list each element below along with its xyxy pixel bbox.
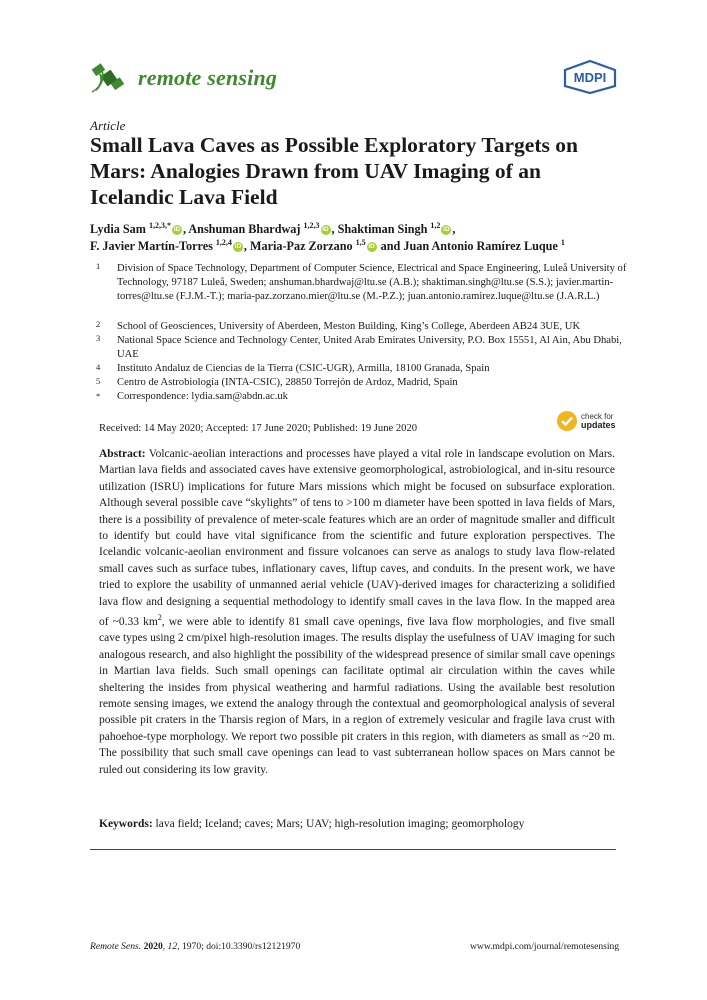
keywords-label: Keywords: [99,818,153,830]
footer-citation: Remote Sens. 2020, 12, 1970; doi:10.3390/rs12121970 [90,941,301,952]
publisher-name: MDPI [573,70,607,85]
author-name: F. Javier Martín-Torres [90,239,213,254]
satellite-icon [90,60,130,96]
author-name: , Shaktiman Singh [331,222,428,237]
affiliation-number: 4 [96,362,101,372]
check-for-updates-badge[interactable]: check for updates [556,410,616,432]
author-name: and Juan Antonio Ramírez Luque [377,239,558,254]
author-name: , Anshuman Bhardwaj [182,222,301,237]
paper-title: Small Lava Caves as Possible Exploratory Targets on Mars: Analogies Drawn from UAV Imaging of an Icelandic Lava Field [90,133,578,209]
orcid-icon[interactable]: iD [322,226,329,234]
check-icon [556,410,578,432]
affiliation-number: * [96,391,101,401]
keywords: Keywords: lava field; Iceland; caves; Mars; UAV; high-resolution imaging; geomorphology [99,818,525,830]
mdpi-logo[interactable] [563,60,617,99]
author-line-2: F. Javier Martín-Torres $^{1,2,4}$ iD , Maria-Paz Zorzano $^{1,5}$ iD and Juan Antonio Ramírez Luque $^1$ [90,238,565,254]
affiliation-number: 3 [96,333,101,343]
affiliation-number: 2 [96,319,101,329]
affiliation-number: 1 [96,261,101,271]
orcid-icon[interactable]: iD [443,226,450,234]
affiliation-number: 5 [96,376,101,386]
author-line-1: Lydia Sam $^{1,2,3,*}$ iD , Anshuman Bhardwaj $^{1,2,3}$ iD , Shaktiman Singh $^{1,2}$ iD , [90,221,456,237]
journal-logo [90,58,277,98]
journal-url[interactable]: www.mdpi.com/journal/remotesensing [470,941,620,952]
author-name: , Maria-Paz Zorzano [243,239,353,254]
affiliation-text: National Space Science and Technology Center, United Arab Emirates University, P.O. Box 15551, Al Ain, Abu Dhabi, UAE [117,335,622,360]
author-name: Lydia Sam [90,222,146,237]
orcid-icon[interactable]: iD [173,226,181,234]
publication-dates: Received: 14 May 2020; Accepted: 17 June 2020; Published: 19 June 2020 [99,423,418,434]
affiliation-text: Centro de Astrobiología (INTA-CSIC), 28850 Torrejón de Ardoz, Madrid, Spain [117,377,458,388]
abstract-label: Abstract: [99,448,146,460]
affiliation-text: Instituto Andaluz de Ciencias de la Tierra (CSIC-UGR), Armilla, 18100 Granada, Spain [117,363,490,374]
affiliation-text: School of Geosciences, University of Aberdeen, Meston Building, King’s College, Aberdeen AB24 3UE, UK [117,321,581,332]
orcid-icon[interactable]: iD [234,243,242,251]
journal-name: remote sensing [138,65,278,90]
affiliation-text: Division of Space Technology, Department of Computer Science, Electrical and Space Engineering, Luleå University of Technology, 97187 Luleå, Sweden; anshuman.bhardwaj@ltu.se (A.B.); shaktiman.singh@ltu.se (S.S.); javier.martin-torres@ltu.se (F.J.M.-T.); maria-paz.zorzano.mier@ltu.se (M.-P.Z.); juan.antonio.ramirez.luque@ltu.se (J.A.R.L.) [117,263,627,302]
orcid-icon[interactable]: iD [368,243,375,251]
divider [90,849,616,850]
abstract: Abstract: Volcanic-aeolian interactions and processes have played a vital role in landscape evolution on Mars. Martian lava fields and associated caves have extensive geomorphological, astrobiological, and in-situ resource utilization (ISRU) implications for future Mars missions which might be focused on subsurface exploration. Although several possible cave “skylights” of tens to >100 m diameter have been spotted in lava fields of Mars, there is a possibility of prevalence of meter-scale features which are an order of magnitude smaller and difficult to identify but could have vital significance from the scientific and future exploration perspectives. The Icelandic volcanic-aeolian environment and fissure volcanoes can serve as analogs to study lava flow-related small caves such as surface tubes, inflationary caves, liftup caves, and conduits. In the present work, we have tried to explore the usability of unmanned aerial vehicle (UAV)-derived images for characterizing a solidified lava flow and designing a sequential methodology to identify small caves in the lava flow. In the mapped area of ~0.33 $km^2$, we were able to identify 81 small cave openings, five lava flow morphologies, and five small cave types using 2 cm/pixel high-resolution images. The results display the usefulness of UAV imaging for such analogous research, and also highlight the possibility of the widespread presence of similar small cave openings in Martian lava fields. Such small openings can facilitate optimal air circulation within the caves while sheltering the insides from physical weathering and harmful radiations. Using the available best resolution remote sensing images, we extend the analogy through the contextual and geomorphological analysis of several possible pit craters in the Tharsis region of Mars, in a region of extremely vesicular and fragile lava crust with pahoehoe-type morphology. We report two possible pit craters in this region, with diameters as small as ~20 m. The possibility that such small cave openings can lead to vast subterranean hollow spaces on Mars cannot be ruled out considering its low gravity. [99,448,615,776]
article-type: Article [90,118,126,133]
correspondence: Correspondence: lydia.sam@abdn.ac.uk [117,391,288,402]
